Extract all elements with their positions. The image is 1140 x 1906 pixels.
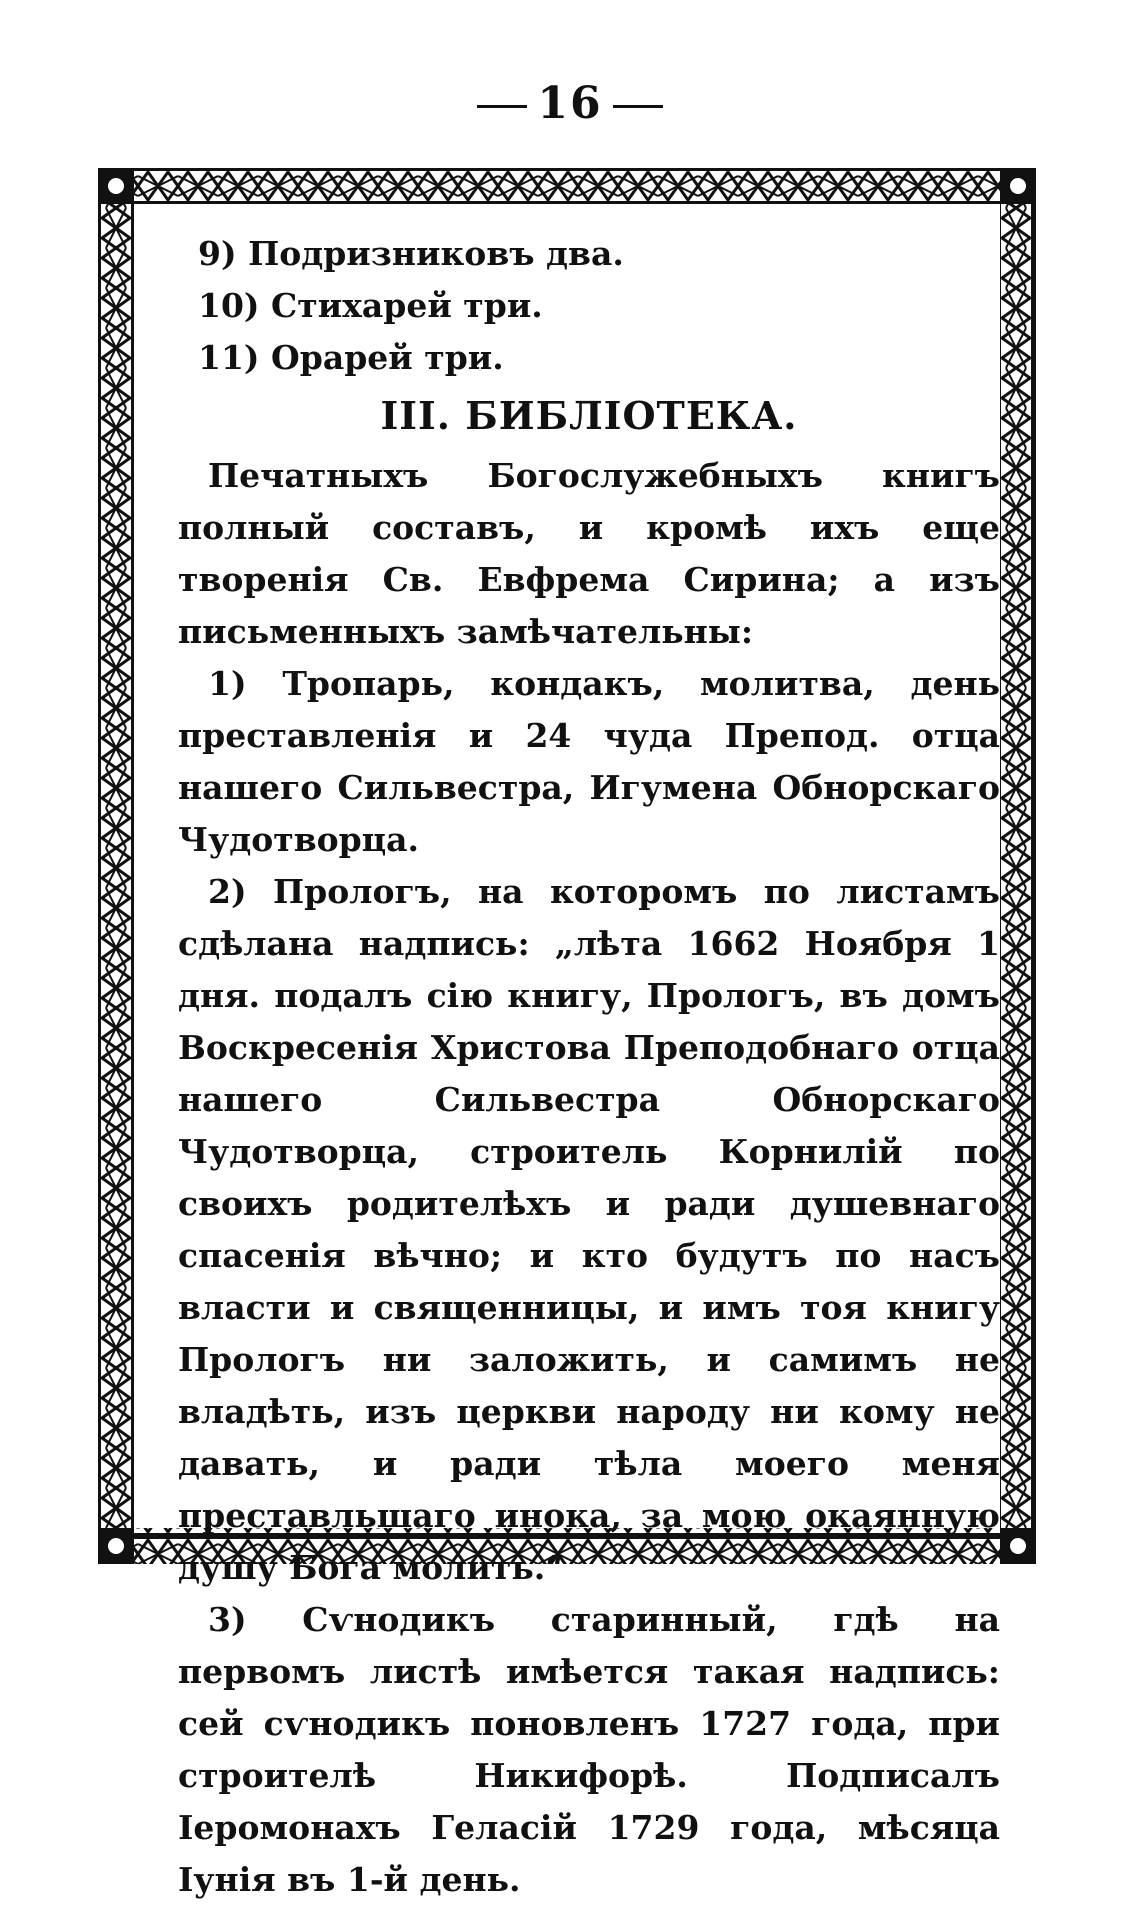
- list-item: 10) Стихарей три.: [198, 286, 543, 325]
- paragraph-item-3: 3) Сѵнодикъ старинный, гдѣ на первомъ листѣ имѣется такая надпись: сей сѵнодикъ поновленъ 1727 года, при строителѣ Никифорѣ. Подписалъ Іеромонахъ Геласій 1729 года, мѣсяца Іунія въ 1-й день.: [178, 1600, 1000, 1899]
- page-number-header: [0, 78, 1140, 129]
- main-text-area: [178, 228, 1000, 1906]
- section-heading: III. БИБЛІОТЕКА.: [380, 393, 798, 438]
- list-item: 9) Подризниковъ два.: [198, 234, 624, 273]
- page-number: 16: [537, 78, 603, 129]
- paragraph-item-2: 2) Прологъ, на которомъ по листамъ сдѣлана надпись: „лѣта 1662 Ноября 1 дня. подалъ сію книгу, Прологъ, въ домъ Воскресенія Христова Преподобнаго отца нашего Сильвестра Обнорскаго Чудотворца, строитель Корнилій по своихъ родителѣхъ и ради душевнаго спасенія вѣчно; и кто будутъ по насъ власти и священницы, и имъ тоя книгу Прологъ ни заложить, и самимъ не владѣть, изъ церкви народу ни кому не давать, и ради тѣла моего меня преставльшаго инока, за мою окаянную душу Бога молить.“: [178, 872, 1000, 1587]
- paragraph-intro: Печатныхъ Богослужебныхъ книгъ полный составъ, и кромѣ ихъ еще творенія Св. Евфрема Сирина; а изъ письменныхъ замѣчательны:: [178, 456, 1000, 651]
- left-dash: [477, 105, 527, 108]
- right-dash: [613, 105, 663, 108]
- list-item: 11) Орарей три.: [198, 338, 504, 377]
- paragraph-item-1: 1) Тропарь, кондакъ, молитва, день преставленія и 24 чуда Препод. отца нашего Сильвестра, Игумена Обнорскаго Чудотворца.: [178, 664, 1000, 859]
